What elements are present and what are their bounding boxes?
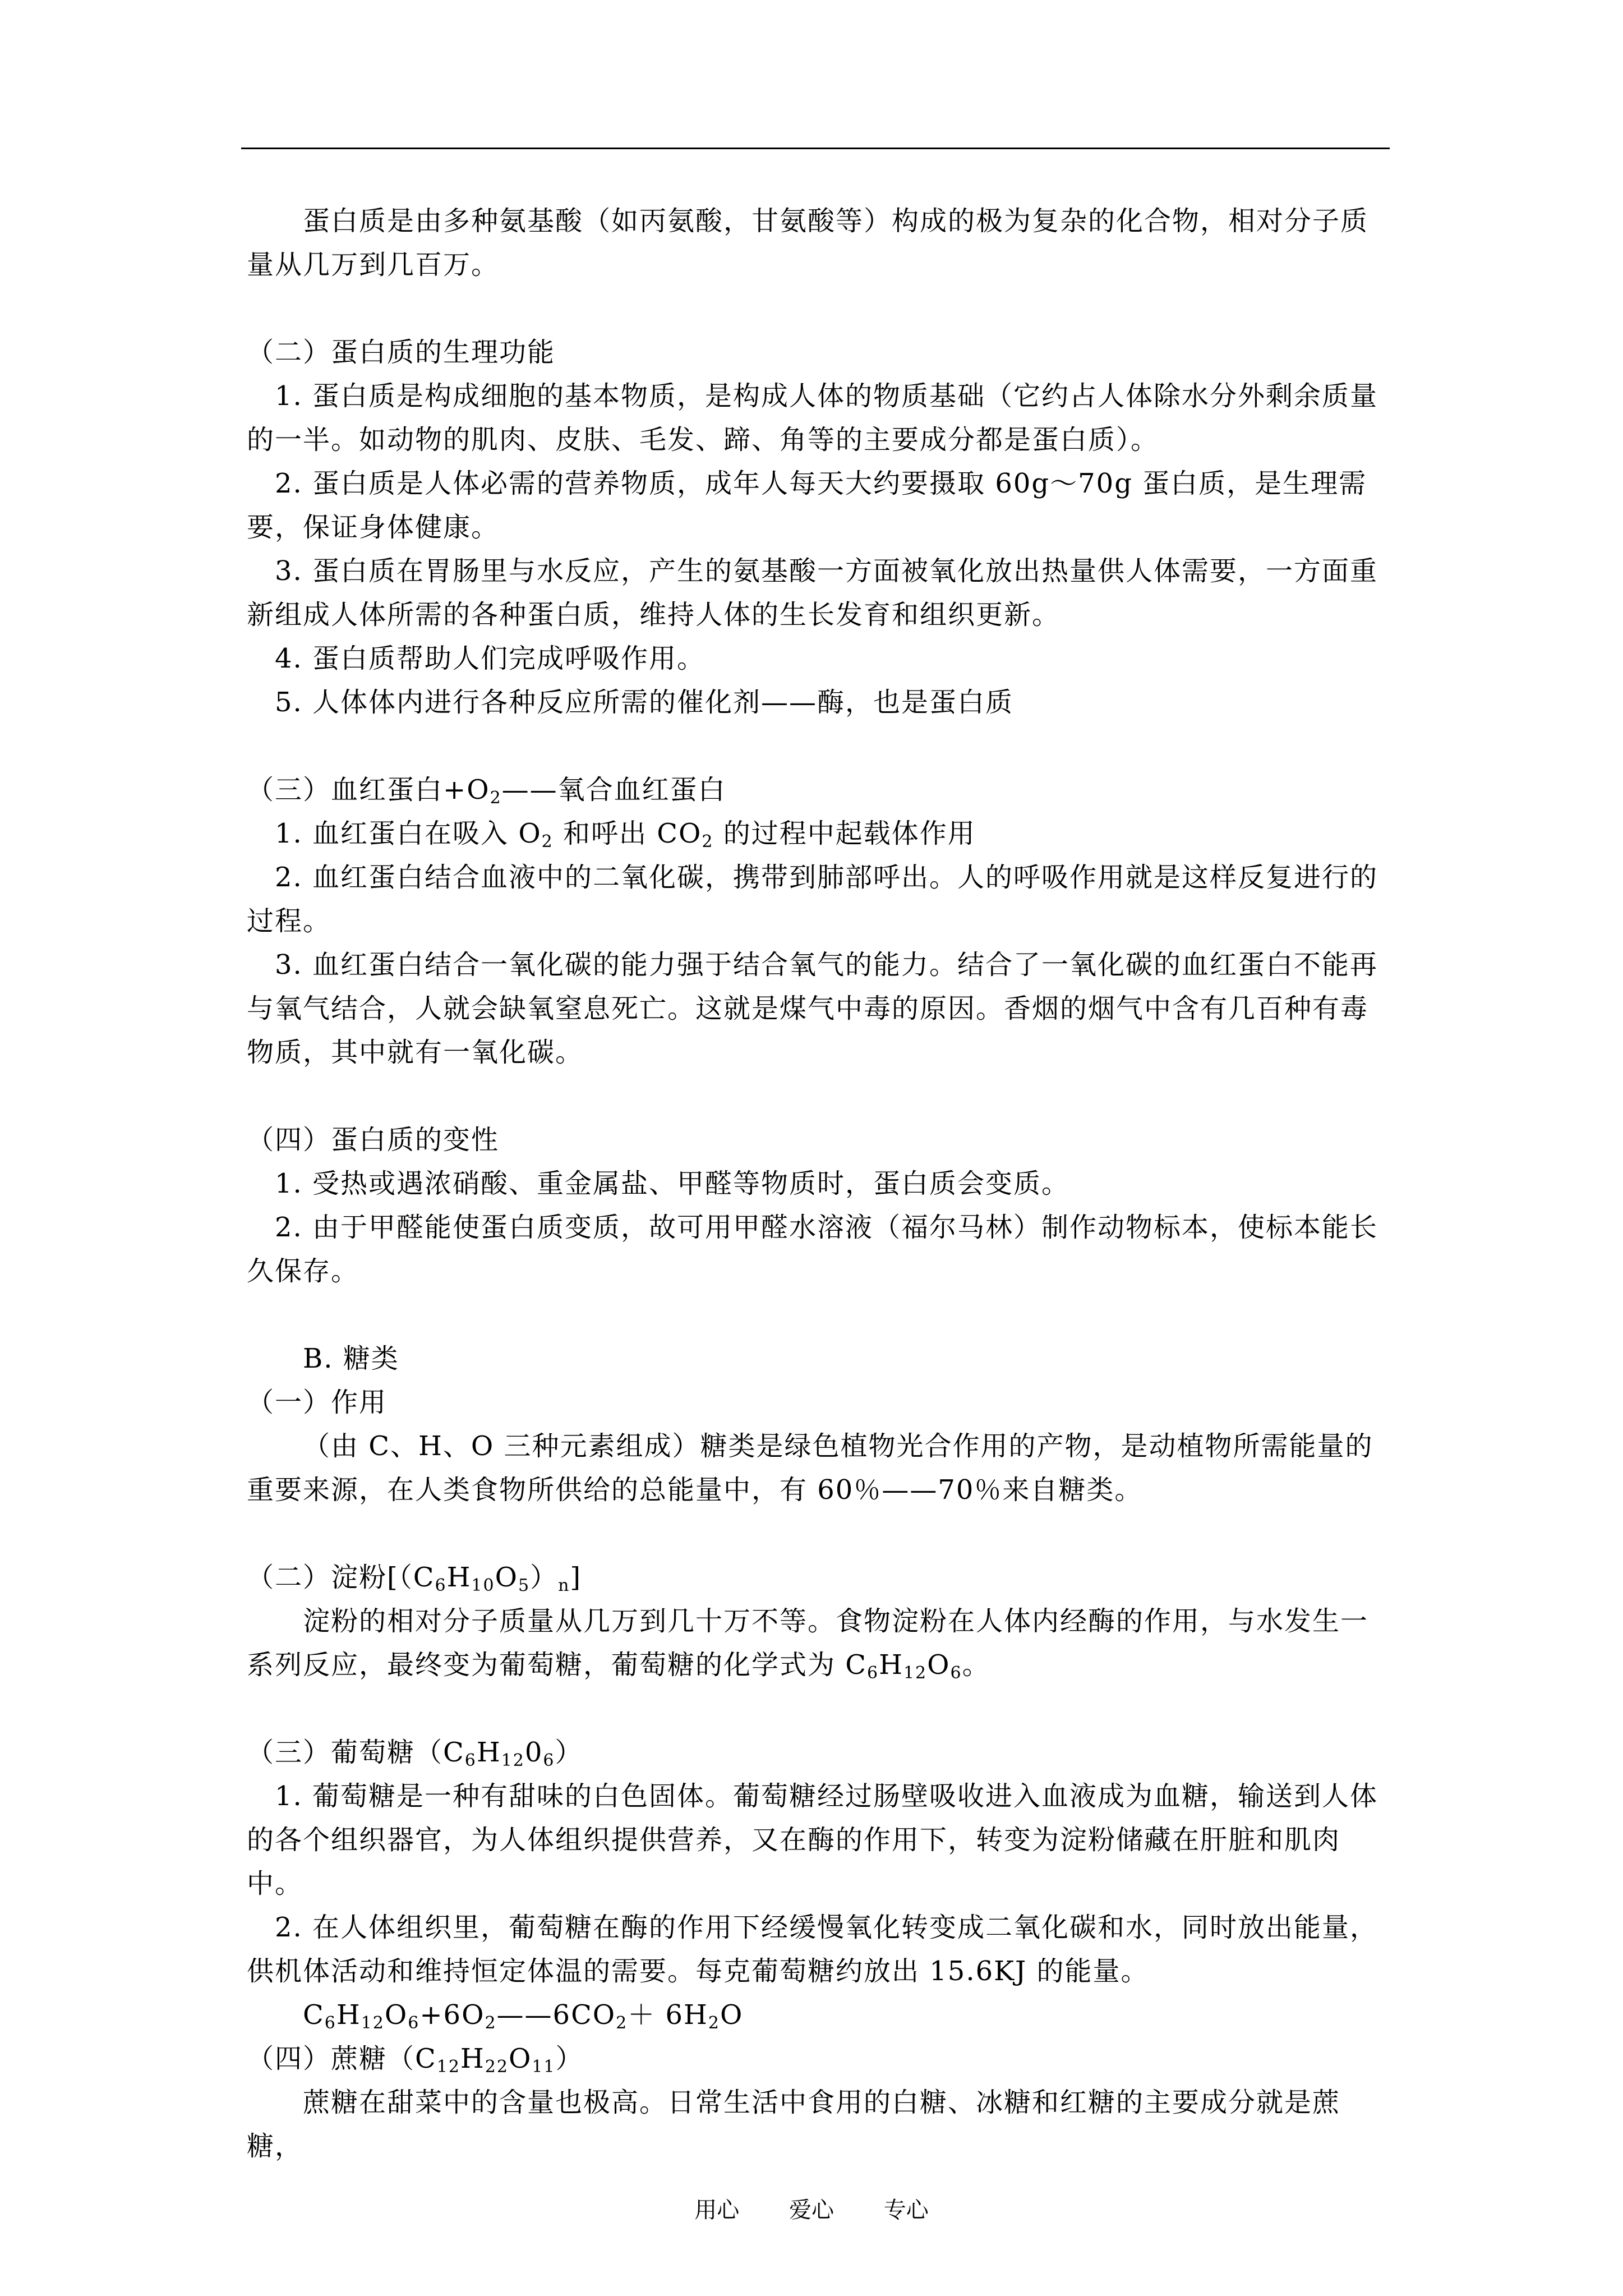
- text-run: （一）作用: [247, 1387, 388, 1418]
- subscript: 6: [867, 1663, 879, 1683]
- text-run: ——氧合血红蛋白: [501, 774, 726, 806]
- footer-text-2: 爱心: [789, 2197, 834, 2223]
- subscript: 2: [485, 2013, 497, 2033]
- text-run: 2. 血红蛋白结合血液中的二氧化碳，携带到肺部呼出。人的呼吸作用就是这样反复进行的过程。: [247, 862, 1378, 937]
- text-run: （二）淀粉[（C: [247, 1562, 435, 1593]
- section-heading: [247, 1381, 1391, 1424]
- text-run: 的过程中起载体作用: [713, 818, 976, 849]
- subscript: 22: [485, 2057, 509, 2077]
- text-run: O: [720, 1999, 744, 2031]
- paragraph: [247, 462, 1391, 549]
- section-heading: [247, 1556, 1391, 1599]
- text-run: 2. 由于甲醛能使蛋白质变质，故可用甲醛水溶液（福尔马林）制作动物标本，使标本能长久保存。: [247, 1212, 1378, 1287]
- text-run: 和呼出 CO: [553, 818, 702, 849]
- text-run: 2. 在人体组织里，葡萄糖在酶的作用下经缓慢氧化转变成二氧化碳和水，同时放出能量，供机体活动和维持恒定体温的需要。每克葡萄糖约放出 15.6KJ 的能量。: [247, 1912, 1378, 1987]
- paragraph: [247, 1906, 1391, 1993]
- subscript: 2: [702, 832, 714, 852]
- section-heading: [247, 768, 1391, 812]
- blank-line: [247, 1293, 1391, 1337]
- text-run: O: [384, 1999, 408, 2031]
- text-run: 3. 蛋白质在胃肠里与水反应，产生的氨基酸一方面被氧化放出热量供人体需要，一方面重新组成人体所需的各种蛋白质，维持人体的生长发育和组织更新。: [247, 555, 1378, 631]
- subscript: 6: [408, 2013, 420, 2033]
- subscript: 12: [361, 2013, 385, 2033]
- paragraph: [247, 812, 1391, 855]
- text-run: H: [476, 1737, 501, 1768]
- paragraph: [247, 1337, 1391, 1381]
- paragraph: [247, 1993, 1391, 2037]
- subscript: 12: [436, 2057, 460, 2077]
- blank-line: [247, 1512, 1391, 1556]
- paragraph: [247, 1162, 1391, 1205]
- subscript: 2: [616, 2013, 628, 2033]
- footer-text-1: 用心: [694, 2197, 740, 2223]
- page-footer: [0, 2196, 1623, 2224]
- paragraph: [247, 855, 1391, 943]
- subscript: 6: [950, 1663, 962, 1683]
- text-run: （四）蔗糖（C: [247, 2043, 437, 2074]
- text-run: 1. 血红蛋白在吸入 O: [275, 818, 542, 849]
- text-run: O: [508, 2043, 532, 2074]
- text-run: ]: [570, 1562, 582, 1593]
- paragraph: [247, 549, 1391, 637]
- subscript: 10: [471, 1576, 495, 1595]
- paragraph: [247, 2081, 1391, 2168]
- text-run: ＋ 6H: [628, 1999, 708, 2031]
- text-run: 1. 受热或遇浓硝酸、重金属盐、甲醛等物质时，蛋白质会变质。: [275, 1168, 1070, 1199]
- text-run: 2. 蛋白质是人体必需的营养物质，成年人每天大约要摄取 60g～70g 蛋白质，是生理需要，保证身体健康。: [247, 468, 1367, 543]
- blank-line: [247, 1074, 1391, 1118]
- section-heading: [247, 2037, 1391, 2081]
- text-run: （三）血红蛋白+O: [247, 774, 490, 806]
- paragraph: [247, 199, 1391, 287]
- text-run: 0: [524, 1737, 543, 1768]
- subscript: 12: [903, 1663, 928, 1683]
- text-run: B. 糖类: [303, 1343, 399, 1374]
- header-rule: [241, 148, 1390, 149]
- subscript: 2: [708, 2013, 721, 2033]
- text-run: O: [495, 1562, 518, 1593]
- text-run: H: [336, 1999, 361, 2031]
- subscript: 6: [464, 1751, 477, 1770]
- blank-line: [247, 724, 1391, 768]
- text-run: H: [460, 2043, 485, 2074]
- text-run: （三）葡萄糖（C: [247, 1737, 465, 1768]
- subscript: 2: [541, 832, 554, 852]
- text-run: H: [879, 1649, 903, 1681]
- subscript: 11: [532, 2057, 556, 2077]
- subscript: 6: [543, 1751, 555, 1770]
- subscript: 6: [324, 2013, 336, 2033]
- text-run: （二）蛋白质的生理功能: [247, 337, 556, 368]
- document-body: [247, 199, 1391, 2168]
- text-run: H: [446, 1562, 472, 1593]
- text-run: 淀粉的相对分子质量从几万到几十万不等。食物淀粉在人体内经酶的作用，与水发生一系列反应，最终变为葡萄糖，葡萄糖的化学式为 C: [247, 1605, 1369, 1681]
- paragraph: [247, 637, 1391, 680]
- text-run: 1. 葡萄糖是一种有甜味的白色固体。葡萄糖经过肠壁吸收进入血液成为血糖，输送到人体的各个组织器官，为人体组织提供营养，又在酶的作用下，转变为淀粉储藏在肝脏和肌肉中。: [247, 1780, 1378, 1899]
- section-heading: [247, 330, 1391, 374]
- text-run: +6O: [419, 1999, 485, 2031]
- text-run: C: [303, 1999, 325, 2031]
- text-run: ）: [555, 2043, 584, 2074]
- paragraph: [247, 1599, 1391, 1687]
- text-run: 1. 蛋白质是构成细胞的基本物质，是构成人体的物质基础（它约占人体除水分外剩余质量的一半。如动物的肌肉、皮肤、毛发、蹄、角等的主要成分都是蛋白质）。: [247, 380, 1378, 455]
- text-run: 4. 蛋白质帮助人们完成呼吸作用。: [275, 643, 706, 674]
- blank-line: [247, 1687, 1391, 1731]
- blank-line: [247, 287, 1391, 330]
- paragraph: [247, 374, 1391, 462]
- subscript: 6: [435, 1576, 447, 1595]
- text-run: 。: [962, 1649, 990, 1681]
- text-run: 3. 血红蛋白结合一氧化碳的能力强于结合氧气的能力。结合了一氧化碳的血红蛋白不能再与氧气结合，人就会缺氧窒息死亡。这就是煤气中毒的原因。香烟的烟气中含有几百种有毒物质，其中就有一氧化碳。: [247, 949, 1378, 1068]
- text-run: ）: [530, 1562, 559, 1593]
- paragraph: [247, 680, 1391, 724]
- section-heading: [247, 1731, 1391, 1774]
- subscript: 12: [501, 1751, 525, 1770]
- subscript: 2: [490, 788, 502, 808]
- text-run: O: [927, 1649, 951, 1681]
- footer-text-3: 专心: [883, 2197, 929, 2223]
- subscript: n: [558, 1576, 570, 1595]
- paragraph: [247, 1424, 1391, 1512]
- paragraph: [247, 1205, 1391, 1293]
- paragraph: [247, 1774, 1391, 1906]
- subscript: 5: [518, 1576, 531, 1595]
- text-run: ）: [555, 1737, 583, 1768]
- text-run: ——6CO: [496, 1999, 616, 2031]
- section-heading: [247, 1118, 1391, 1162]
- text-run: （由 C、H、O 三种元素组成）糖类是绿色植物光合作用的产物，是动植物所需能量的重要来源，在人类食物所供给的总能量中，有 60％——70％来自糖类。: [247, 1430, 1373, 1506]
- text-run: 蔗糖在甜菜中的含量也极高。日常生活中食用的白糖、冰糖和红糖的主要成分就是蔗糖，: [247, 2087, 1341, 2162]
- text-run: 5. 人体体内进行各种反应所需的催化剂——酶，也是蛋白质: [275, 687, 1014, 718]
- text-run: （四）蛋白质的变性: [247, 1124, 500, 1156]
- paragraph: [247, 943, 1391, 1074]
- text-run: 蛋白质是由多种氨基酸（如丙氨酸，甘氨酸等）构成的极为复杂的化合物，相对分子质量从几万到几百万。: [247, 205, 1369, 280]
